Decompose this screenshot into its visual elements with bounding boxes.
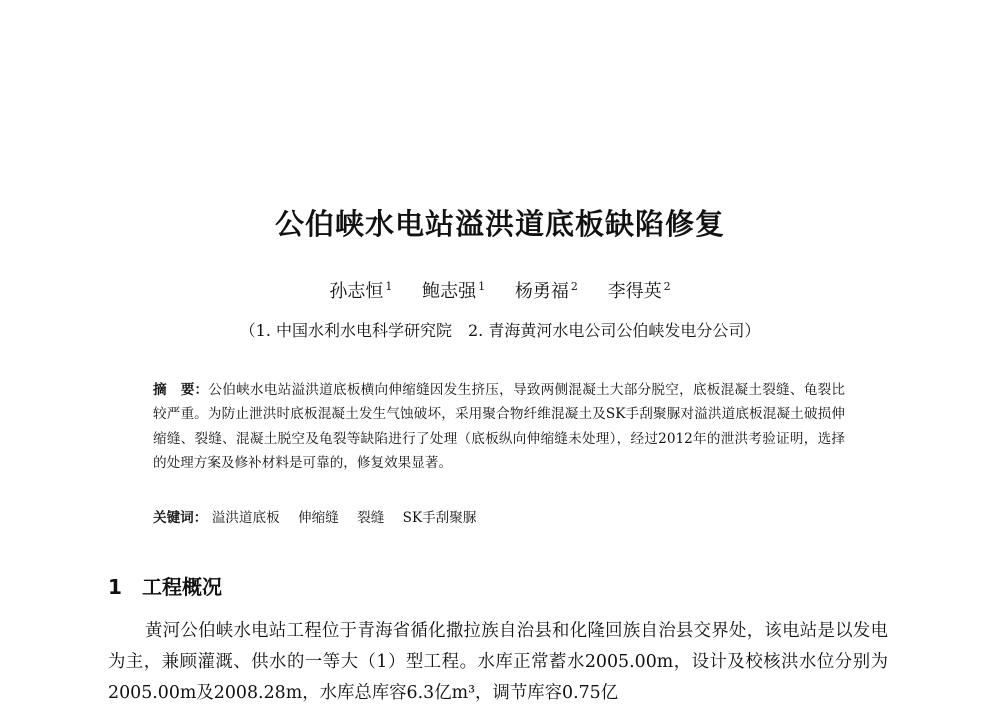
affiliations: （1. 中国水利水电科学研究院 2. 青海黄河水电公司公伯峡发电分公司）	[239, 321, 761, 340]
keyword: SK手刮聚脲	[402, 510, 477, 526]
author-name: 鲍志强	[422, 281, 477, 302]
author-list	[0, 278, 1000, 306]
author-affiliation-mark: 1	[478, 280, 486, 293]
author-affiliation-mark: 1	[385, 280, 393, 293]
keywords-label: 关键词：	[153, 510, 208, 526]
body-paragraph: 黄河公伯峡水电站工程位于青海省循化撒拉族自治县和化隆回族自治县交界处，该电站是以发电为主，兼顾灌溉、供水的一等大（1）型工程。水库正常蓄水2005.00m，设计及校核洪水位分别为2005.00m及2008.28m，水库总库容6.3亿m³，调节库容0.75亿	[108, 621, 888, 703]
keywords	[153, 506, 845, 530]
abstract-label: 摘 要：	[153, 382, 209, 398]
author-name: 杨勇福	[514, 281, 569, 302]
keyword: 溢洪道底板	[211, 510, 280, 526]
section-number: 1	[108, 575, 122, 599]
author	[422, 278, 485, 306]
author-name: 孙志恒	[329, 281, 384, 302]
keyword: 裂缝	[357, 510, 385, 526]
section-heading	[108, 572, 222, 602]
author	[515, 278, 578, 306]
paper-title: 公伯峡水电站溢洪道底板缺陷修复	[274, 207, 725, 241]
author-affiliation-mark: 2	[663, 280, 671, 293]
section-title: 工程概况	[142, 575, 222, 599]
author	[329, 278, 392, 306]
keyword: 伸缩缝	[298, 510, 339, 526]
author	[608, 278, 671, 306]
abstract	[153, 378, 845, 476]
abstract-text: 公伯峡水电站溢洪道底板横向伸缩缝因发生挤压，导致两侧混凝土大部分脱空，底板混凝土裂缝、龟裂比较严重。为防止泄洪时底板混凝土发生气蚀破坏，采用聚合物纤维混凝土及SK手刮聚脲对溢洪道底板混凝土破损伸缩缝、裂缝、混凝土脱空及龟裂等缺陷进行了处理（底板纵向伸缩缝未处理），经过2012年的泄洪考验证明，选择的处理方案及修补材料是可靠的，修复效果显著。	[153, 382, 846, 472]
author-name: 李得英	[607, 281, 662, 302]
author-affiliation-mark: 2	[570, 280, 578, 293]
